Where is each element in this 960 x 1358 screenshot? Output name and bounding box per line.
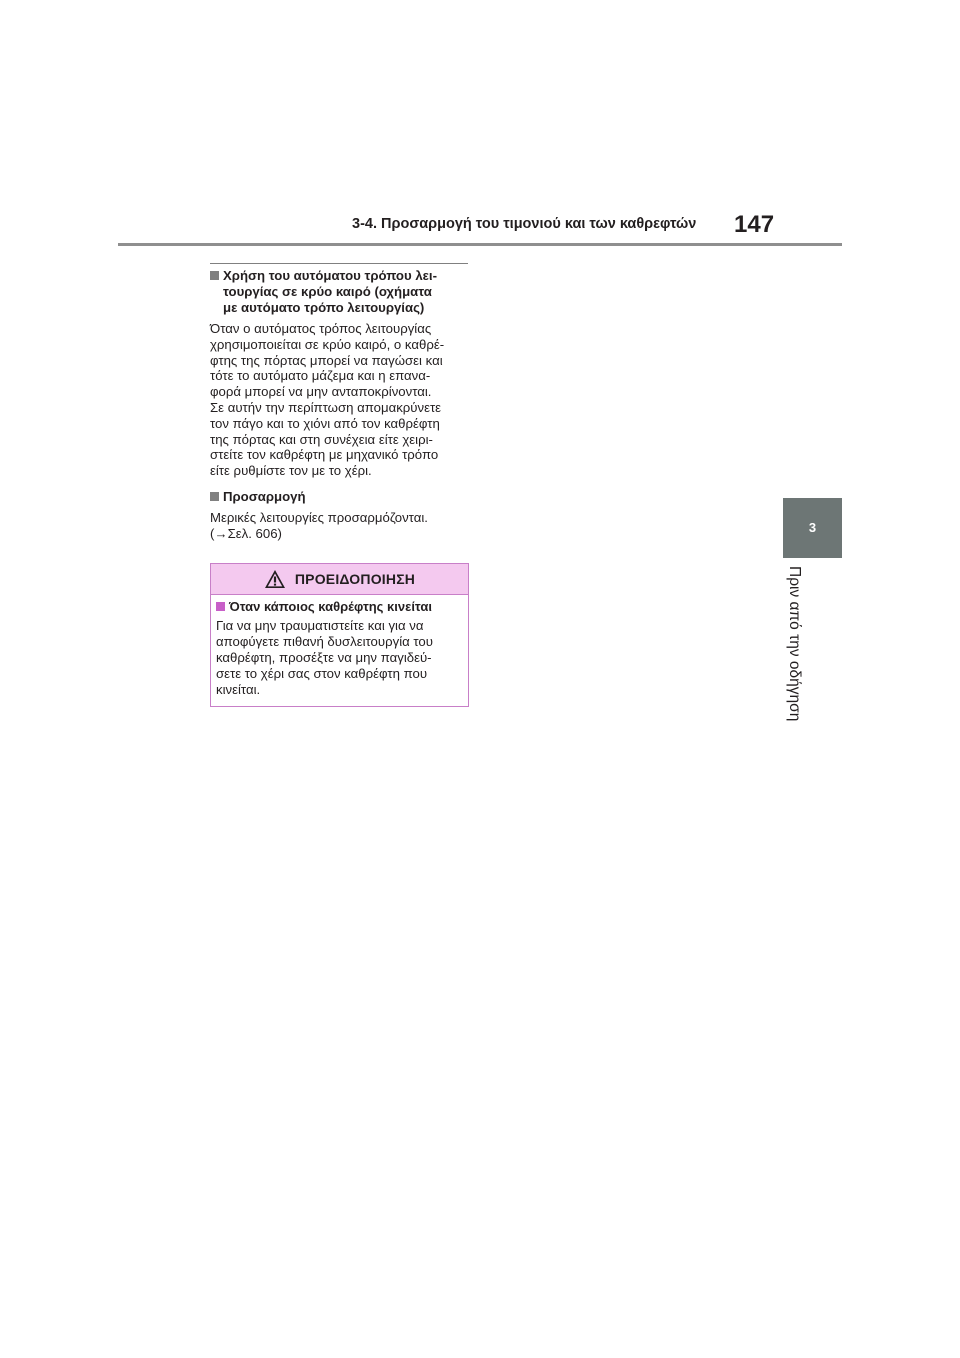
warning-header [211,564,468,595]
warning-line: Για να μην τραυματιστείτε και για να [216,618,424,633]
page-number: 147 [734,211,775,238]
body-line: Μερικές λειτουργίες προσαρμόζονται. [210,509,428,525]
warning-triangle-icon [264,569,286,589]
section-divider [210,263,468,264]
body-line: τον πάγο και το χιόνι από τον καθρέφτη [210,415,440,431]
cold-weather-heading-text [223,268,437,316]
body-line: τότε το αυτόματο μάζεμα και η επανα- [210,368,431,384]
cold-weather-body [210,321,470,479]
warning-box [210,563,469,707]
heading-line: τουργίας σε κρύο καιρό (οχήματα [223,284,432,299]
body-line: Όταν ο αυτόματος τρόπος λειτουργίας [210,321,432,336]
main-content [210,263,470,552]
warning-subheading [216,599,463,615]
customization-heading [210,489,470,505]
heading-line: Χρήση του αυτόματου τρόπου λει- [223,268,437,283]
square-bullet-icon [210,271,219,280]
body-line: φτης της πόρτας μπορεί να παγώσει και [210,352,443,368]
customization-body [210,510,470,542]
warning-line: σετε το χέρι σας στον καθρέφτη που [216,666,428,681]
warning-body [211,595,468,698]
warning-title: ΠΡΟΕΙΔΟΠΟΙΗΣΗ [294,571,416,587]
body-line: φορά μπορεί να μην ανταποκρίνονται. [210,384,432,400]
body-line: στείτε τον καθρέφτη με μηχανικό τρόπο [210,447,439,463]
page-reference-link[interactable]: (→Σελ. 606) [210,525,282,541]
chapter-number: 3 [808,520,817,535]
heading-line: με αυτόματο τρόπο λειτουργίας) [223,300,425,315]
square-bullet-icon [216,602,225,611]
warning-line: καθρέφτη, προσέξτε να μην παγιδεύ- [216,650,432,665]
warning-subheading-text: Όταν κάποιος καθρέφτης κινείται [229,599,432,614]
chapter-tab [783,498,842,558]
warning-line: κινείται. [216,682,261,697]
body-line: χρησιμοποιείται σε κρύο καιρό, ο καθρέ- [210,336,445,352]
customization-heading-text: Προσαρμογή [223,488,306,504]
body-line: Σε αυτήν την περίπτωση απομακρύνετε [210,399,442,415]
body-line: της πόρτας και στη συνέχεια είτε χειρι- [210,431,433,447]
warning-text [216,618,463,698]
body-line: είτε ρυθμίστε τον με το χέρι. [210,463,372,479]
square-bullet-icon [210,492,219,501]
header-rule [118,243,842,246]
warning-line: αποφύγετε πιθανή δυσλειτουργία του [216,634,433,649]
section-title: 3-4. Προσαρμογή του τιμονιού και των καθρεφτών [352,216,697,232]
chapter-title: Πριν από την οδήγηση [786,566,803,722]
cold-weather-heading [210,268,470,316]
